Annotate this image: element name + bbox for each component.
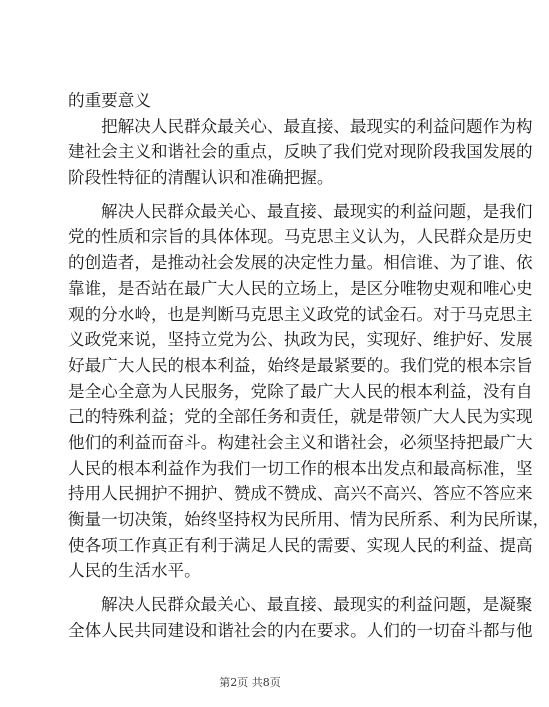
text-line: 建社会主义和谐社会的重点，反映了我们党对现阶段我国发展的 xyxy=(68,142,533,162)
paragraph-gap xyxy=(68,584,436,592)
text-line: 人民的根本利益作为我们一切工作的根本出发点和最高标准，坚 xyxy=(68,458,533,478)
paragraph xyxy=(68,199,549,584)
text-line: 义政党来说，坚持立党为公、执政为民，实现好、维护好、发展 xyxy=(68,330,533,350)
text-line: 的重要意义 xyxy=(68,91,151,110)
paragraph xyxy=(68,114,533,191)
text-line: 观的分水岭，也是判断马克思主义政党的试金石。对于马克思主 xyxy=(68,304,533,324)
text-line: 解决人民群众最关心、最直接、最现实的利益问题，是我们 xyxy=(101,201,533,221)
text-line: 持用人民拥护不拥护、赞成不赞成、高兴不高兴、答应不答应来 xyxy=(68,484,533,504)
text-line: 把解决人民群众最关心、最直接、最现实的利益问题作为构 xyxy=(101,116,533,136)
page-footer: 第2页 共8页 xyxy=(219,676,281,689)
paragraph xyxy=(68,592,533,643)
text-line: 解决人民群众最关心、最直接、最现实的利益问题，是凝聚 xyxy=(101,595,533,615)
text-line: 的创造者，是推动社会发展的决定性力量。相信谁、为了谁、依 xyxy=(68,253,533,273)
text-line: 好最广大人民的根本利益，始终是最紧要的。我们党的根本宗旨 xyxy=(68,355,533,375)
text-line: 全体人民共同建设和谐社会的内在要求。人们的一切奋斗都与他 xyxy=(68,620,533,640)
text-line: 己的特殊利益；党的全部任务和责任，就是带领广大人民为实现 xyxy=(68,407,533,427)
document-body xyxy=(68,88,549,643)
paragraph-gap xyxy=(68,191,436,199)
text-line: 是全心全意为人民服务，党除了最广大人民的根本利益，没有自 xyxy=(68,381,533,401)
paragraph xyxy=(68,88,436,114)
text-line: 阶段性特征的清醒认识和准确把握。 xyxy=(68,168,334,188)
text-line: 人民的生活水平。 xyxy=(68,561,201,581)
text-line: 他们的利益而奋斗。构建社会主义和谐社会，必须坚持把最广大 xyxy=(68,432,533,452)
text-line: 党的性质和宗旨的具体体现。马克思主义认为，人民群众是历史 xyxy=(68,227,533,247)
text-line: 使各项工作真正有利于满足人民的需要、实现人民的利益、提高 xyxy=(68,535,533,555)
text-line: 靠谁，是否站在最广大人民的立场上，是区分唯物史观和唯心史 xyxy=(68,278,533,298)
text-line: 衡量一切决策，始终坚持权为民所用、情为民所系、利为民所谋， xyxy=(68,510,549,529)
